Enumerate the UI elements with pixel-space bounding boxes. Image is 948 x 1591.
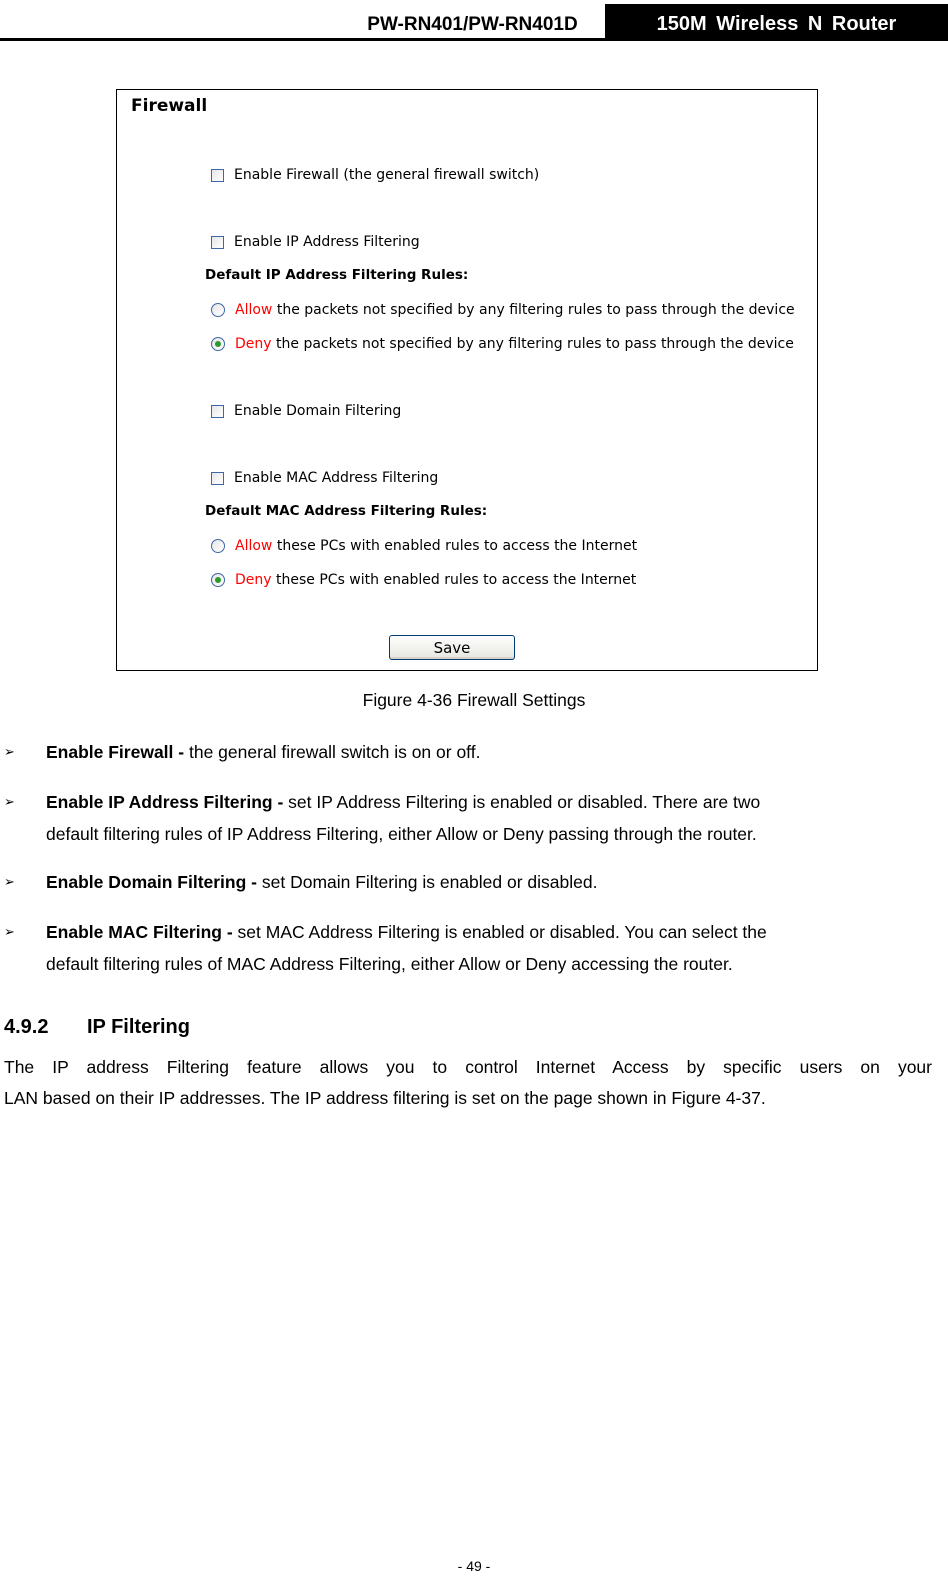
section-heading [4,1016,190,1039]
firewall-panel [116,89,818,671]
mac-deny-word: Deny [235,572,272,588]
bullet-text: set MAC Address Filtering is enabled or disabled. You can select the [232,922,767,942]
header-rule [0,38,948,41]
bullet-arrow-icon: ➢ [4,874,15,889]
enable-firewall-checkbox[interactable] [211,169,224,182]
bullet-text: the general firewall switch is on or off. [184,742,481,762]
ip-deny-radio[interactable] [211,337,225,351]
header-model: PW-RN401/PW-RN401D [367,14,578,35]
mac-deny-radio[interactable] [211,573,225,587]
section-title: IP Filtering [87,1016,190,1038]
bullet-term: Enable Domain Filtering - [46,872,257,892]
bullet-term: Enable IP Address Filtering - [46,792,284,812]
enable-domain-filtering-checkbox[interactable] [211,405,224,418]
ip-allow-word: Allow [235,302,273,318]
ip-deny-row [211,336,794,352]
mac-allow-word: Allow [235,538,273,554]
enable-mac-row [211,470,438,486]
enable-domain-filtering-label: Enable Domain Filtering [234,403,402,419]
figure-caption: Figure 4-36 Firewall Settings [362,690,586,710]
paragraph-line-2: LAN based on their IP addresses. The IP address filtering is set on the page shown in Figure 4-37. [4,1088,766,1108]
enable-mac-filtering-checkbox[interactable] [211,472,224,485]
bullet-arrow-icon: ➢ [4,924,15,939]
save-button[interactable]: Save [389,635,515,660]
mac-allow-radio[interactable] [211,539,225,553]
ip-deny-text: the packets not specified by any filtering rules to pass through the device [271,336,794,352]
ip-rules-heading: Default IP Address Filtering Rules: [205,267,469,283]
ip-allow-row [211,302,795,318]
enable-firewall-label: Enable Firewall (the general firewall switch) [234,167,540,183]
enable-ip-filtering-checkbox[interactable] [211,236,224,249]
mac-allow-row [211,538,637,554]
paragraph-line-1: The IP address Filtering feature allows you to control Internet Access by specific users on your [4,1057,932,1077]
page-number: - 49 - [457,1558,491,1574]
bullet-text: set Domain Filtering is enabled or disabled. [257,872,598,892]
panel-title: Firewall [131,96,208,116]
section-paragraph [4,1052,932,1114]
mac-deny-text: these PCs with enabled rules to access the Internet [271,572,637,588]
ip-allow-radio[interactable] [211,303,225,317]
enable-domain-row [211,403,401,419]
bullet-text: set IP Address Filtering is enabled or disabled. There are two [283,792,761,812]
bullet-arrow-icon: ➢ [4,744,15,759]
enable-firewall-row [211,167,539,183]
mac-allow-text: these PCs with enabled rules to access the Internet [272,538,638,554]
ip-deny-word: Deny [235,336,272,352]
bullet-continuation: default filtering rules of MAC Address Filtering, either Allow or Deny accessing the router. [46,954,733,974]
mac-rules-heading: Default MAC Address Filtering Rules: [205,503,488,519]
enable-ip-filtering-label: Enable IP Address Filtering [234,234,420,250]
bullet-term: Enable Firewall - [46,742,185,762]
ip-allow-text: the packets not specified by any filtering rules to pass through the device [272,302,795,318]
enable-mac-filtering-label: Enable MAC Address Filtering [234,470,439,486]
bullet-arrow-icon: ➢ [4,794,15,809]
enable-ip-row [211,234,420,250]
bullet-continuation: default filtering rules of IP Address Filtering, either Allow or Deny passing through the router. [46,824,757,844]
header-product: 150M Wireless N Router [605,4,948,40]
bullet-term: Enable MAC Filtering - [46,922,233,942]
section-number: 4.9.2 [4,1016,49,1038]
mac-deny-row [211,572,636,588]
